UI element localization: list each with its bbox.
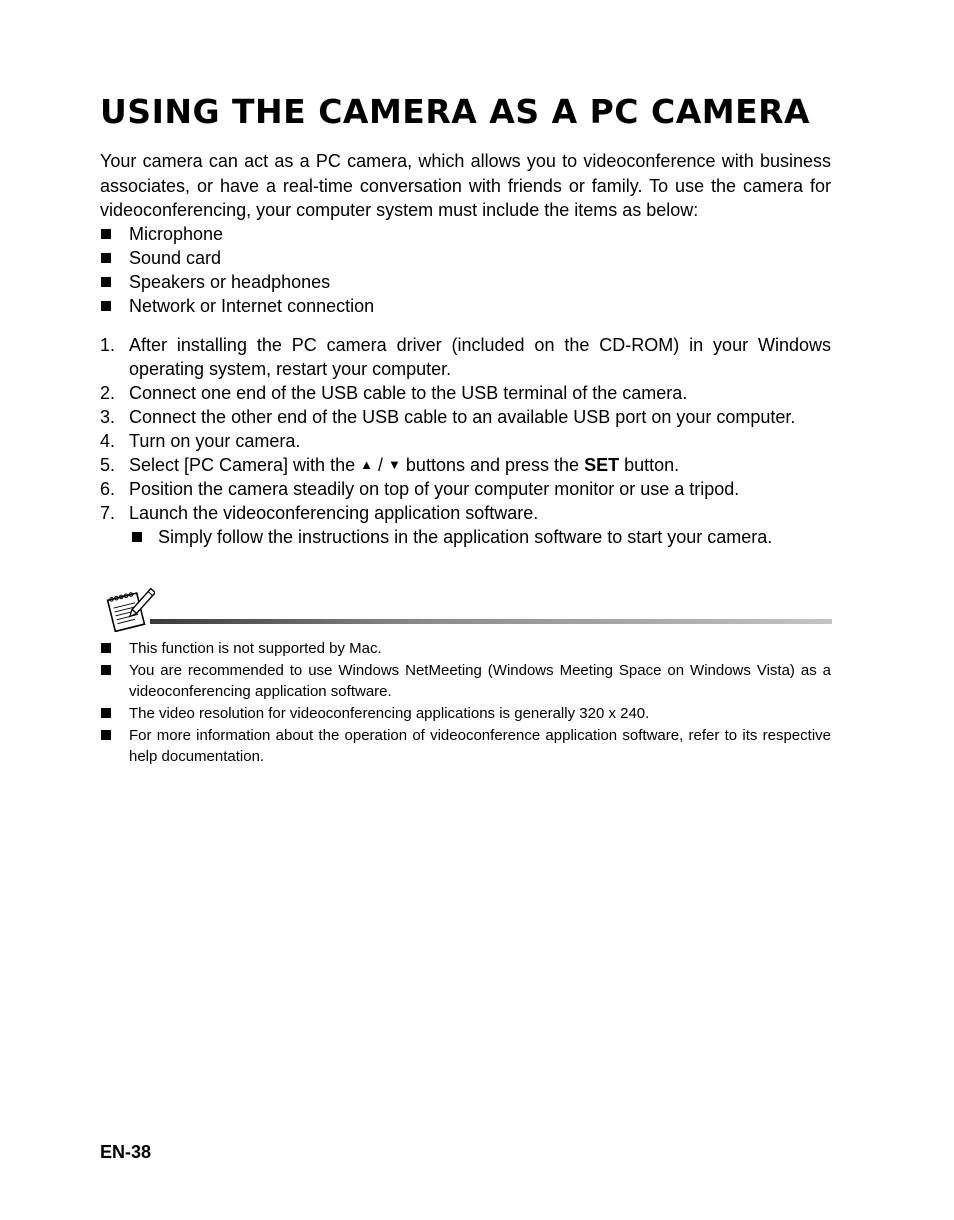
step-number: 7. <box>100 503 116 523</box>
step-item <box>100 381 831 405</box>
slash-separator: / <box>378 455 384 475</box>
up-arrow-icon: ▲ <box>360 457 373 472</box>
notes-list <box>100 638 831 768</box>
step-text-pre: Select [PC Camera] with the <box>129 455 356 475</box>
intro-paragraph: Your camera can act as a PC camera, which allows you to videoconference with business associates, or have a real-time conversation with friends or family. To use the camera for videoconferencing, your computer system must include the items as below: <box>100 151 831 220</box>
step-number: 2. <box>100 383 116 403</box>
steps-list <box>100 333 831 549</box>
square-bullet-icon <box>101 301 111 311</box>
requirement-text: Network or Internet connection <box>129 296 375 316</box>
step-number: 3. <box>100 407 116 427</box>
step-item <box>100 429 831 453</box>
step-number: 1. <box>100 335 116 355</box>
square-bullet-icon <box>101 730 111 740</box>
note-text: The video resolution for videoconferencing applications is generally 320 x 240. <box>129 705 650 722</box>
step-number: 6. <box>100 479 116 499</box>
requirement-text: Sound card <box>129 248 222 268</box>
step-text: Position the camera steadily on top of your computer monitor or use a tripod. <box>129 479 740 499</box>
step-text: After installing the PC camera driver (included on the CD-ROM) in your Windows operating system, restart your computer. <box>129 335 831 379</box>
note-item <box>100 725 831 767</box>
set-button-label: SET <box>584 455 620 475</box>
page-title: USING THE CAMERA AS A PC CAMERA <box>100 92 811 131</box>
list-item <box>100 222 374 246</box>
square-bullet-icon <box>101 253 111 263</box>
square-bullet-icon <box>101 643 111 653</box>
step-sub-item <box>129 525 831 549</box>
list-item <box>100 294 374 318</box>
step-number: 5. <box>100 455 116 475</box>
step-item <box>100 333 831 381</box>
list-item <box>100 246 374 270</box>
requirements-list <box>100 222 374 318</box>
step-item <box>100 453 831 477</box>
square-bullet-icon <box>101 229 111 239</box>
step-item <box>100 405 831 429</box>
note-text: You are recommended to use Windows NetMeeting (Windows Meeting Space on Windows Vista) as a videoconferencing application software. <box>129 662 831 700</box>
requirement-text: Microphone <box>129 224 224 244</box>
square-bullet-icon <box>132 532 142 542</box>
requirement-text: Speakers or headphones <box>129 272 331 292</box>
step-text: Launch the videoconferencing application software. <box>129 503 539 523</box>
list-item <box>100 270 374 294</box>
square-bullet-icon <box>101 708 111 718</box>
square-bullet-icon <box>101 277 111 287</box>
note-text: For more information about the operation of videoconference application software, refer to its respective help documentation. <box>129 727 831 765</box>
step-text-mid: buttons and press the <box>405 455 580 475</box>
notepad-pencil-icon <box>103 586 155 632</box>
note-item <box>100 660 831 702</box>
step-text-post: button. <box>624 455 680 475</box>
note-item <box>100 703 831 724</box>
note-divider <box>150 619 832 624</box>
note-item <box>100 638 831 659</box>
down-arrow-icon: ▼ <box>388 457 401 472</box>
step-text: Connect one end of the USB cable to the USB terminal of the camera. <box>129 383 688 403</box>
step-item <box>100 477 831 501</box>
page-number: EN-38 <box>100 1142 152 1162</box>
note-text: This function is not supported by Mac. <box>129 640 382 657</box>
step-number: 4. <box>100 431 116 451</box>
step-item <box>100 501 831 549</box>
square-bullet-icon <box>101 665 111 675</box>
step-sub-text: Simply follow the instructions in the application software to start your camera. <box>158 527 773 547</box>
step-text: Connect the other end of the USB cable to an available USB port on your computer. <box>129 407 796 427</box>
step-text: Turn on your camera. <box>129 431 301 451</box>
